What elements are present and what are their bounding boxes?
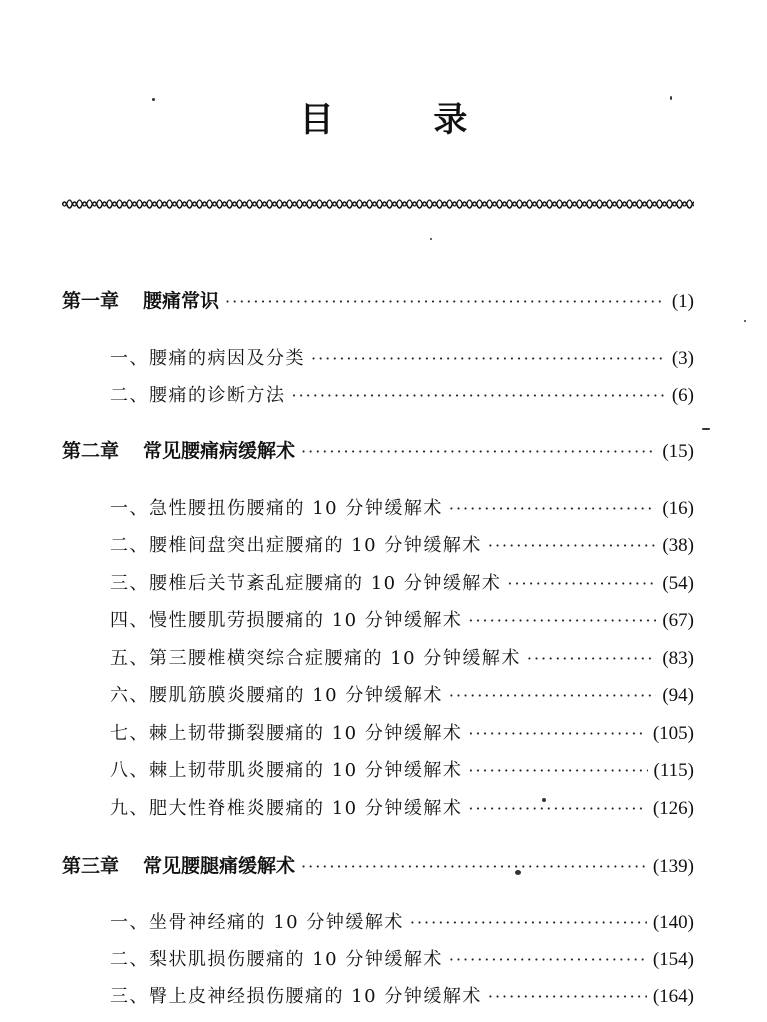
toc-section-2-2[interactable] [62,531,694,557]
page-number: (67) [662,610,694,631]
scan-speck [515,870,521,875]
toc-section-2-8[interactable] [62,756,694,782]
page-number: (140) [652,912,694,933]
section-title: 六、腰肌筋膜炎腰痛的 10 分钟缓解术 [110,685,443,706]
chapter-heading [62,286,219,313]
dot-leader [301,442,656,461]
dot-leader [468,761,647,780]
chapter-title: 腰痛常识 [143,290,220,312]
page-number: (154) [652,949,694,970]
section-title: 二、腰痛的诊断方法 [110,385,286,406]
toc-section-2-1[interactable] [62,494,694,520]
dot-leader [449,686,656,705]
page-title: 目 录 [299,100,512,140]
scan-speck [744,320,746,322]
page-number: (115) [653,760,694,781]
toc-section-1-1[interactable] [62,344,694,370]
scan-speck [670,96,672,100]
section-title: 三、腰椎后关节紊乱症腰痛的 10 分钟缓解术 [110,573,502,594]
toc-section-2-6[interactable] [62,681,694,707]
chapter-number: 第三章 [62,855,120,877]
section-title: 一、腰痛的病因及分类 [110,348,305,369]
toc-section-2-4[interactable] [62,606,694,632]
page-number: (83) [662,648,694,669]
chapter-heading [62,436,295,463]
chapter-title: 常见腰痛病缓解术 [143,440,296,462]
toc-section-2-5[interactable] [62,644,694,670]
page-number: (38) [662,535,694,556]
dot-leader [488,987,647,1006]
page-number: (105) [652,723,694,744]
dot-leader [468,724,646,743]
page-number: (15) [662,441,694,462]
dot-leader [225,292,666,311]
scan-speck [152,98,155,101]
scan-speck [542,798,546,802]
chapter-title: 常见腰腿痛缓解术 [143,855,296,877]
page-number: (16) [662,498,694,519]
dot-leader [488,536,656,555]
toc-chapter-1[interactable] [62,286,694,313]
chapter-heading [62,851,295,878]
page-number: (3) [671,348,694,369]
toc-section-2-9[interactable] [62,794,694,820]
section-title: 二、腰椎间盘突出症腰痛的 10 分钟缓解术 [110,535,482,556]
page-number: (164) [652,986,694,1007]
toc-section-1-2[interactable] [62,381,694,407]
dot-leader [449,950,647,969]
dot-leader [468,799,646,818]
page-number: (6) [671,385,694,406]
toc-section-3-3[interactable] [62,982,694,1008]
dot-leader [468,611,656,630]
dot-leader [410,913,647,932]
section-title: 一、坐骨神经痛的 10 分钟缓解术 [110,912,404,933]
section-title: 八、棘上韧带肌炎腰痛的 10 分钟缓解术 [110,760,463,781]
section-title: 三、臀上皮神经损伤腰痛的 10 分钟缓解术 [110,986,482,1007]
toc-section-2-3[interactable] [62,569,694,595]
section-title: 九、肥大性脊椎炎腰痛的 10 分钟缓解术 [110,798,463,819]
dot-leader [449,499,656,518]
toc-section-3-1[interactable] [62,908,694,934]
page-number: (94) [662,685,694,706]
toc-section-2-7[interactable] [62,719,694,745]
dot-leader [292,386,666,405]
page-number: (1) [671,291,694,312]
scan-speck [702,428,710,430]
page-number: (54) [662,573,694,594]
section-title: 一、急性腰扭伤腰痛的 10 分钟缓解术 [110,498,443,519]
toc-section-3-2[interactable] [62,945,694,971]
chapter-number: 第一章 [62,290,120,312]
toc-chapter-3[interactable] [62,851,694,878]
dot-leader [527,649,656,668]
table-of-contents [62,0,694,1022]
scan-speck [430,238,432,240]
chapter-number: 第二章 [62,440,120,462]
dot-leader [311,349,666,368]
page-number: (126) [652,798,694,819]
section-title: 二、梨状肌损伤腰痛的 10 分钟缓解术 [110,949,443,970]
dot-leader [301,857,647,876]
page-number: (139) [652,856,694,877]
section-title: 五、第三腰椎横突综合症腰痛的 10 分钟缓解术 [110,648,521,669]
dot-leader [507,574,656,593]
section-title: 七、棘上韧带撕裂腰痛的 10 分钟缓解术 [110,723,463,744]
toc-chapter-2[interactable] [62,436,694,463]
section-title: 四、慢性腰肌劳损腰痛的 10 分钟缓解术 [110,610,463,631]
